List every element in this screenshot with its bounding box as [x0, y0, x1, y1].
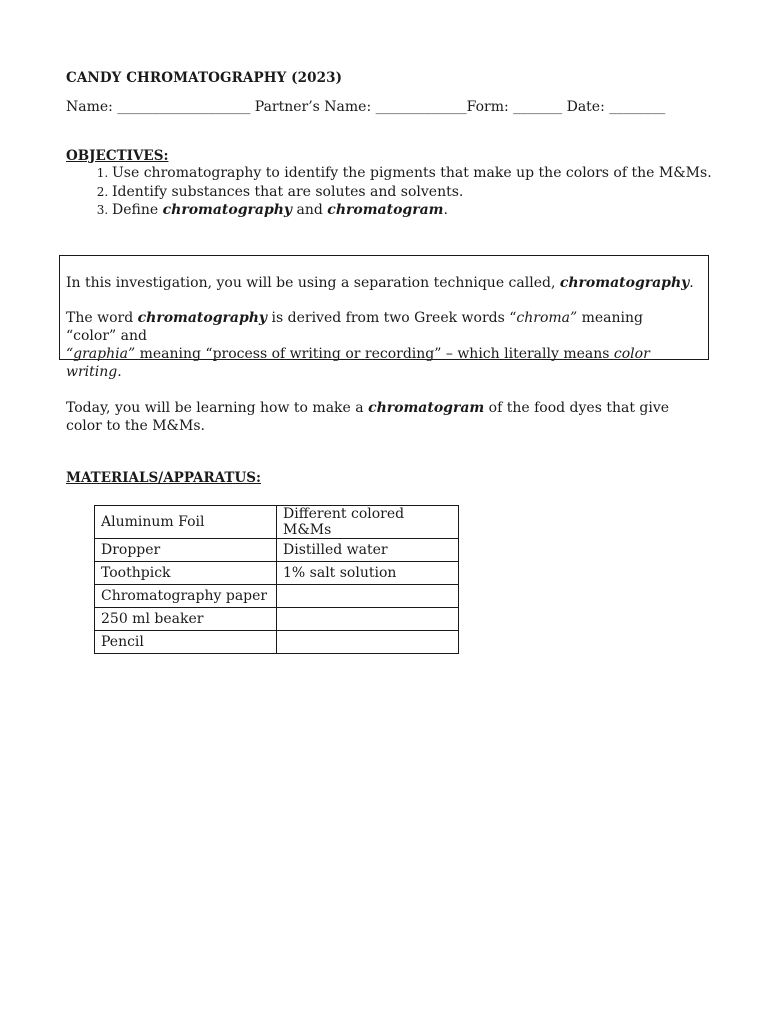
- term-graphia: “graphia”: [66, 346, 136, 362]
- table-cell: [277, 631, 459, 654]
- term-color-writing: color writing.: [66, 346, 650, 380]
- objective-prefix: Define: [112, 202, 163, 218]
- materials-heading: MATERIALS/APPARATUS:: [66, 470, 261, 486]
- table-row: [95, 585, 459, 608]
- objectives-heading: OBJECTIVES:: [66, 148, 169, 164]
- objective-item: [112, 201, 712, 220]
- table-cell: Distilled water: [277, 539, 459, 562]
- table-cell: 1% salt solution: [277, 562, 459, 585]
- table-row: [95, 608, 459, 631]
- table-row: [95, 539, 459, 562]
- objective-item: [112, 164, 712, 183]
- info-paragraph-2: [66, 309, 696, 381]
- worksheet-title: CANDY CHROMATOGRAPHY (2023): [66, 70, 343, 86]
- table-cell: [277, 585, 459, 608]
- term-chromatogram: chromatogram: [368, 400, 485, 416]
- info-p1-prefix: In this investigation, you will be using a separation technique called,: [66, 275, 560, 291]
- objective-text: Identify substances that are solutes and solvents.: [112, 183, 464, 200]
- objective-middle: and: [292, 202, 328, 218]
- intro-prefix: Today, you will be learning how to make a: [66, 400, 369, 416]
- intro-suffix: of the food dyes that give color to the M&Ms.: [66, 400, 670, 434]
- info-paragraph-1: [66, 275, 694, 291]
- info-p2-b: is derived from two Greek words “: [267, 310, 517, 326]
- table-cell: Aluminum Foil: [95, 506, 277, 539]
- table-cell: Toothpick: [95, 562, 277, 585]
- objective-text: Use chromatography to identify the pigments that make up the colors of the M&Ms.: [112, 165, 712, 181]
- table-row: [95, 562, 459, 585]
- term-chromatography: chromatography: [162, 202, 293, 218]
- objective-item: [112, 183, 712, 202]
- table-cell: [277, 608, 459, 631]
- info-p2-a: The word: [66, 310, 138, 326]
- term-chroma: chroma”: [516, 310, 578, 326]
- student-info-fields[interactable]: Name: ___________________ Partner’s Name: _____________Form: _______ Date: ________: [66, 99, 666, 115]
- table-row: [95, 506, 459, 539]
- materials-table: [94, 505, 459, 654]
- info-p2-c: meaning “color” and: [66, 310, 644, 344]
- table-cell: Pencil: [95, 631, 277, 654]
- objectives-list: [66, 164, 712, 220]
- table-cell: Different colored M&Ms: [277, 506, 459, 539]
- table-cell: Chromatography paper: [95, 585, 277, 608]
- objective-suffix: .: [443, 202, 448, 218]
- table-cell: Dropper: [95, 539, 277, 562]
- table-row: [95, 631, 459, 654]
- term-chromatography: chromatography: [137, 310, 268, 326]
- term-chromatogram: chromatogram: [327, 202, 444, 218]
- term-chromatography: chromatography: [559, 275, 690, 291]
- info-p1-suffix: .: [689, 275, 694, 291]
- info-p2-d: meaning “process of writing or recording” – which literally means: [135, 346, 614, 362]
- intro-paragraph: [66, 399, 696, 435]
- info-box: [59, 255, 709, 380]
- table-cell: 250 ml beaker: [95, 608, 277, 631]
